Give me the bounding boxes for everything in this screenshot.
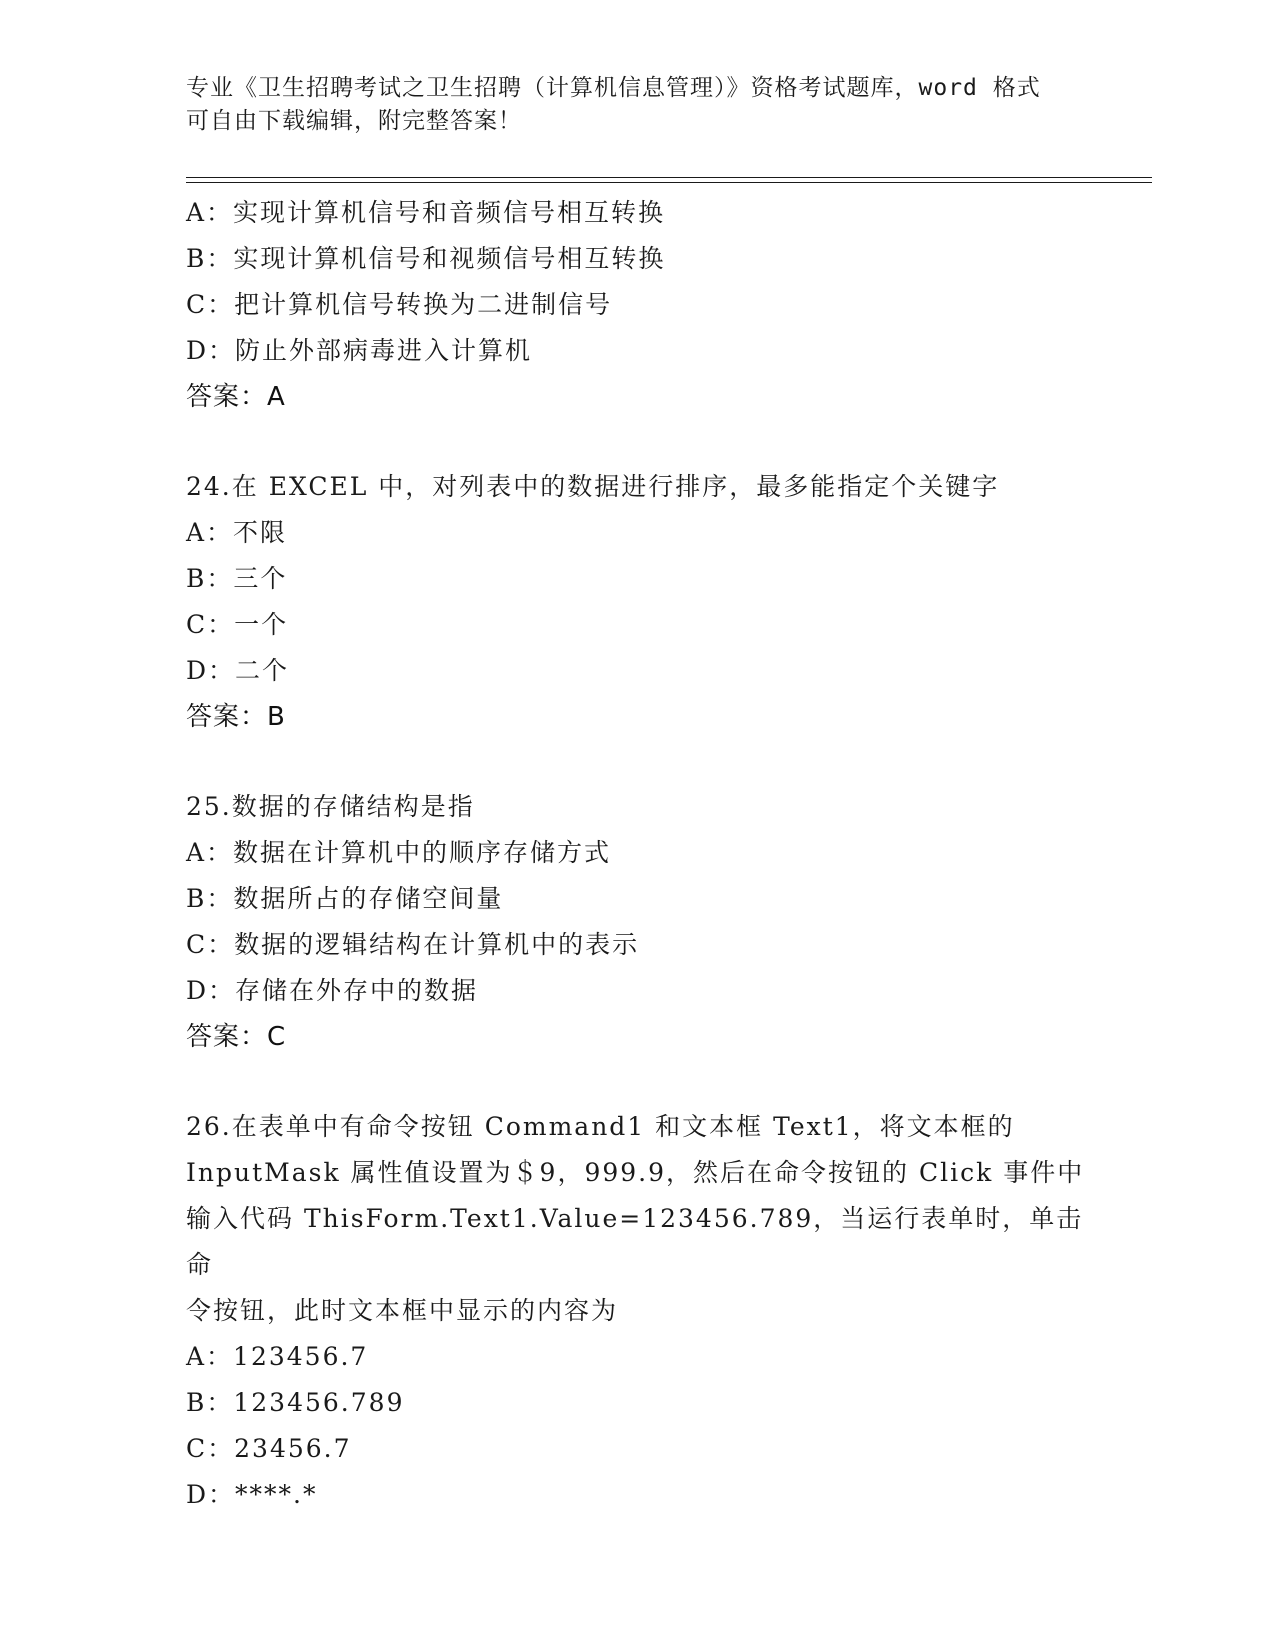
option-b: B：三个	[186, 564, 288, 593]
question-23	[186, 190, 1086, 420]
question-list	[186, 190, 1086, 1518]
answer: 答案：B	[186, 702, 286, 732]
option-d: D：防止外部病毒进入计算机	[186, 336, 533, 365]
option-c: C：把计算机信号转换为二进制信号	[186, 290, 613, 319]
question-stem-line: 26.在表单中有命令按钮 Command1 和文本框 Text1，将文本框的	[186, 1112, 1015, 1141]
option-c: C：数据的逻辑结构在计算机中的表示	[186, 930, 640, 959]
question-25	[186, 784, 1086, 1060]
question-stem-line: 令按钮，此时文本框中显示的内容为	[186, 1296, 619, 1325]
question-stem: 25.数据的存储结构是指	[186, 792, 475, 821]
question-stem-line: InputMask 属性值设置为＄9，999.9，然后在命令按钮的 Click 事件中	[186, 1158, 1085, 1187]
option-a: A：实现计算机信号和音频信号相互转换	[186, 198, 666, 227]
option-d: D：存储在外存中的数据	[186, 976, 479, 1005]
header-line-2: 可自由下载编辑，附完整答案！	[186, 108, 522, 134]
header-divider-top	[186, 177, 1152, 178]
option-b: B：数据所占的存储空间量	[186, 884, 504, 913]
option-c: C：23456.7	[186, 1434, 352, 1463]
question-stem-line: 输入代码 ThisForm.Text1.Value=123456.789，当运行表单时，单击命	[186, 1204, 1084, 1279]
option-b: B：实现计算机信号和视频信号相互转换	[186, 244, 666, 273]
option-c: C：一个	[186, 610, 289, 639]
answer: 答案：C	[186, 1022, 287, 1052]
header-divider-bottom	[186, 182, 1152, 183]
option-d: D：二个	[186, 656, 290, 685]
document-header	[186, 72, 1086, 138]
option-b: B：123456.789	[186, 1388, 405, 1417]
option-a: A：数据在计算机中的顺序存储方式	[186, 838, 612, 867]
question-stem: 24.在 EXCEL 中，对列表中的数据进行排序，最多能指定个关键字	[186, 472, 1000, 501]
question-24	[186, 464, 1086, 740]
question-26	[186, 1104, 1086, 1518]
answer: 答案：A	[186, 382, 286, 412]
option-a: A：不限	[186, 518, 288, 547]
option-d: D：****.*	[186, 1480, 318, 1509]
option-a: A：123456.7	[186, 1342, 369, 1371]
header-line-1: 专业《卫生招聘考试之卫生招聘（计算机信息管理）》资格考试题库，word 格式	[186, 75, 1041, 101]
